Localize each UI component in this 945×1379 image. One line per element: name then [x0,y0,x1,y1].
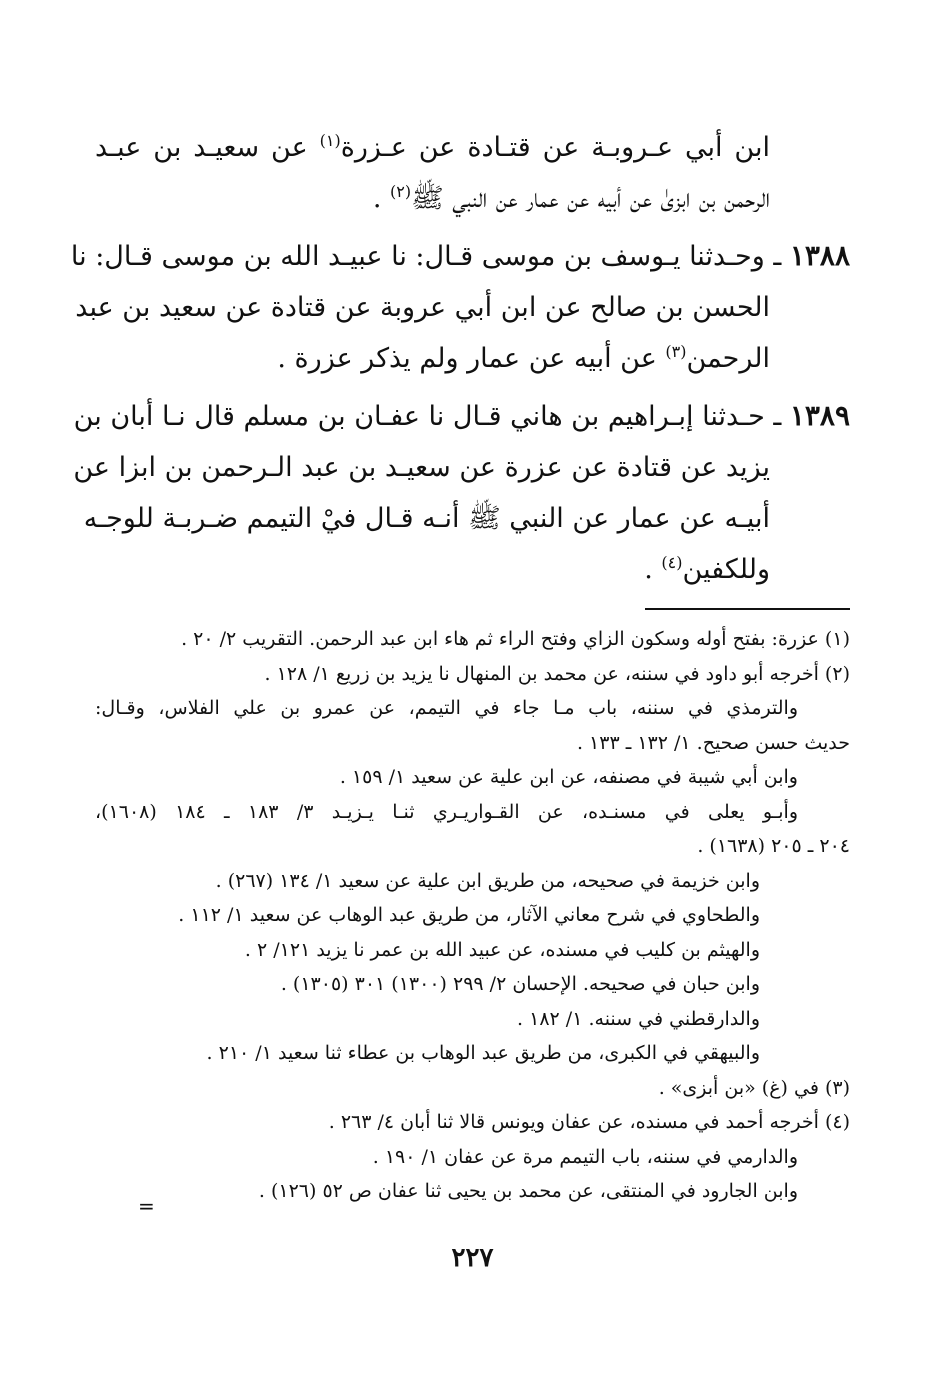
footnote-ref[interactable]: (١) [319,131,341,150]
footnote-ref[interactable]: (٣) [665,342,687,361]
page-number: ٢٢٧ [451,1243,494,1273]
hadith-number: ١٣٨٨ [789,239,850,272]
footnote-line: (٣) في (غ) «بن أبزى» . [658,1076,850,1099]
footnote-line: وابن أبي شيبة في مصنفه، عن ابن علية عن سعيد ١/ ١٥٩ . [339,766,798,788]
footnote-line: وأبـو يعلى في مسنـده، عن القـواريـري ثنـا يـزيـد ٣/ ١٨٣ ـ ١٨٤ (١٦٠٨)، [95,800,798,823]
text-line: وللكفين$^{(٤)}$ . [644,553,770,585]
footnote-divider [645,608,850,610]
hadith-1388 [70,230,850,384]
footnote-line: والهيثم بن كليب في مسنده، عن عبيد الله بن عمر نا يزيد ١٢١/ ٢ . [244,938,760,961]
footnote-line: (١) عزرة: بفتح أوله وسكون الزاي وفتح الراء ثم هاء ابن عبد الرحمن. التقريب ٢/ ٢٠ . [181,628,850,650]
footnote-line: ٢٠٤ ـ ٢٠٥ (١٦٣٨) . [697,835,850,857]
continuation-mark: = [138,1194,155,1218]
paragraph-continuation [95,122,850,224]
footnotes [95,622,850,1209]
footnote-line: والبيهقي في الكبرى، من طريق عبد الوهاب بن عطاء ثنا سعيد ١/ ٢١٠ . [206,1042,760,1064]
text-line: الحسن بن صالح عن ابن أبي عروبة عن قتادة عن سعيد بن عبد [75,292,770,323]
footnote-line: (٤) أخرجه أحمد في مسنده، عن عفان ويونس قالا ثنا أبان ٤/ ٢٦٣ . [328,1111,850,1133]
text-line: الرحمن$^{(٣)}$ عن أبيه عن عمار ولم يذكر عزرة . [277,342,770,374]
footnote-line: والدارمي في سننه، باب التيمم مرة عن عفان ١/ ١٩٠ . [372,1145,798,1168]
footnote-line: وابن حبان في صحيحه. الإحسان ٢/ ٢٩٩ (١٣٠٠) ٣٠١ (١٣٠٥) . [280,973,760,995]
footnote-ref[interactable]: (٤) [661,553,683,572]
footnote-line: وابن الجارود في المنتقى، عن محمد بن يحيى ثنا عفان ص ٥٢ (١٢٦) . [258,1180,798,1202]
footnote-line: حديث حسن صحيح. ١/ ١٣٢ ـ ١٣٣ . [576,731,850,754]
text-line: ١٣٨٨ ـ وحـدثنا يـوسف بن موسى قـال: نا عبيـد الله بن موسى قـال: نا [70,239,850,272]
footnote-line: والطحاوي في شرح معاني الآثار، من طريق عبد الوهاب عن سعيد ١/ ١١٢ . [178,904,760,926]
hadith-1389 [73,390,850,595]
footnote-line: والترمذي في سننه، باب مـا جاء في التيمم، عن عمرو بن علي الفلاس، وقـال: [95,697,798,719]
hadith-number: ١٣٨٩ [789,399,850,432]
text-line: أبيـه عن عمار عن النبي ﷺ أنـه قـال فيْ التيمم ضـربـة للوجـه [83,503,770,534]
text-line: ابن أبي عـروبـة عن قتـادة عن عـزرة$^{(١)}$ عن سعيـد بن عبـد [95,131,771,163]
footnote-line: وابن خزيمة في صحيحه، من طريق ابن علية عن سعيد ١/ ١٣٤ (٢٦٧) . [215,869,760,892]
footnote-line: والدارقطني في سننه. ١/ ١٨٢ . [517,1007,760,1030]
text-line: ١٣٨٩ ـ حـدثنا إبـراهيم بن هاني قـال نا عفـان بن مسلم قال نـا أبان بن [73,399,850,432]
main-text [70,122,850,601]
text-line: الرحمن بن ابزىٰ عن أبيه عن عمار عن النبي ﷺ$^{(٢)}$ . [372,182,770,214]
footnote-line: (٢) أخرجه أبو داود في سننه، عن محمد بن المنهال نا يزيد بن زريع ١/ ١٢٨ . [264,662,850,685]
text-line: يزيد عن قتادة عن عزرة عن سعيـد بن عبد الـرحمن بن ابزا عن [73,452,770,483]
footnote-ref[interactable]: (٢) [390,182,412,201]
